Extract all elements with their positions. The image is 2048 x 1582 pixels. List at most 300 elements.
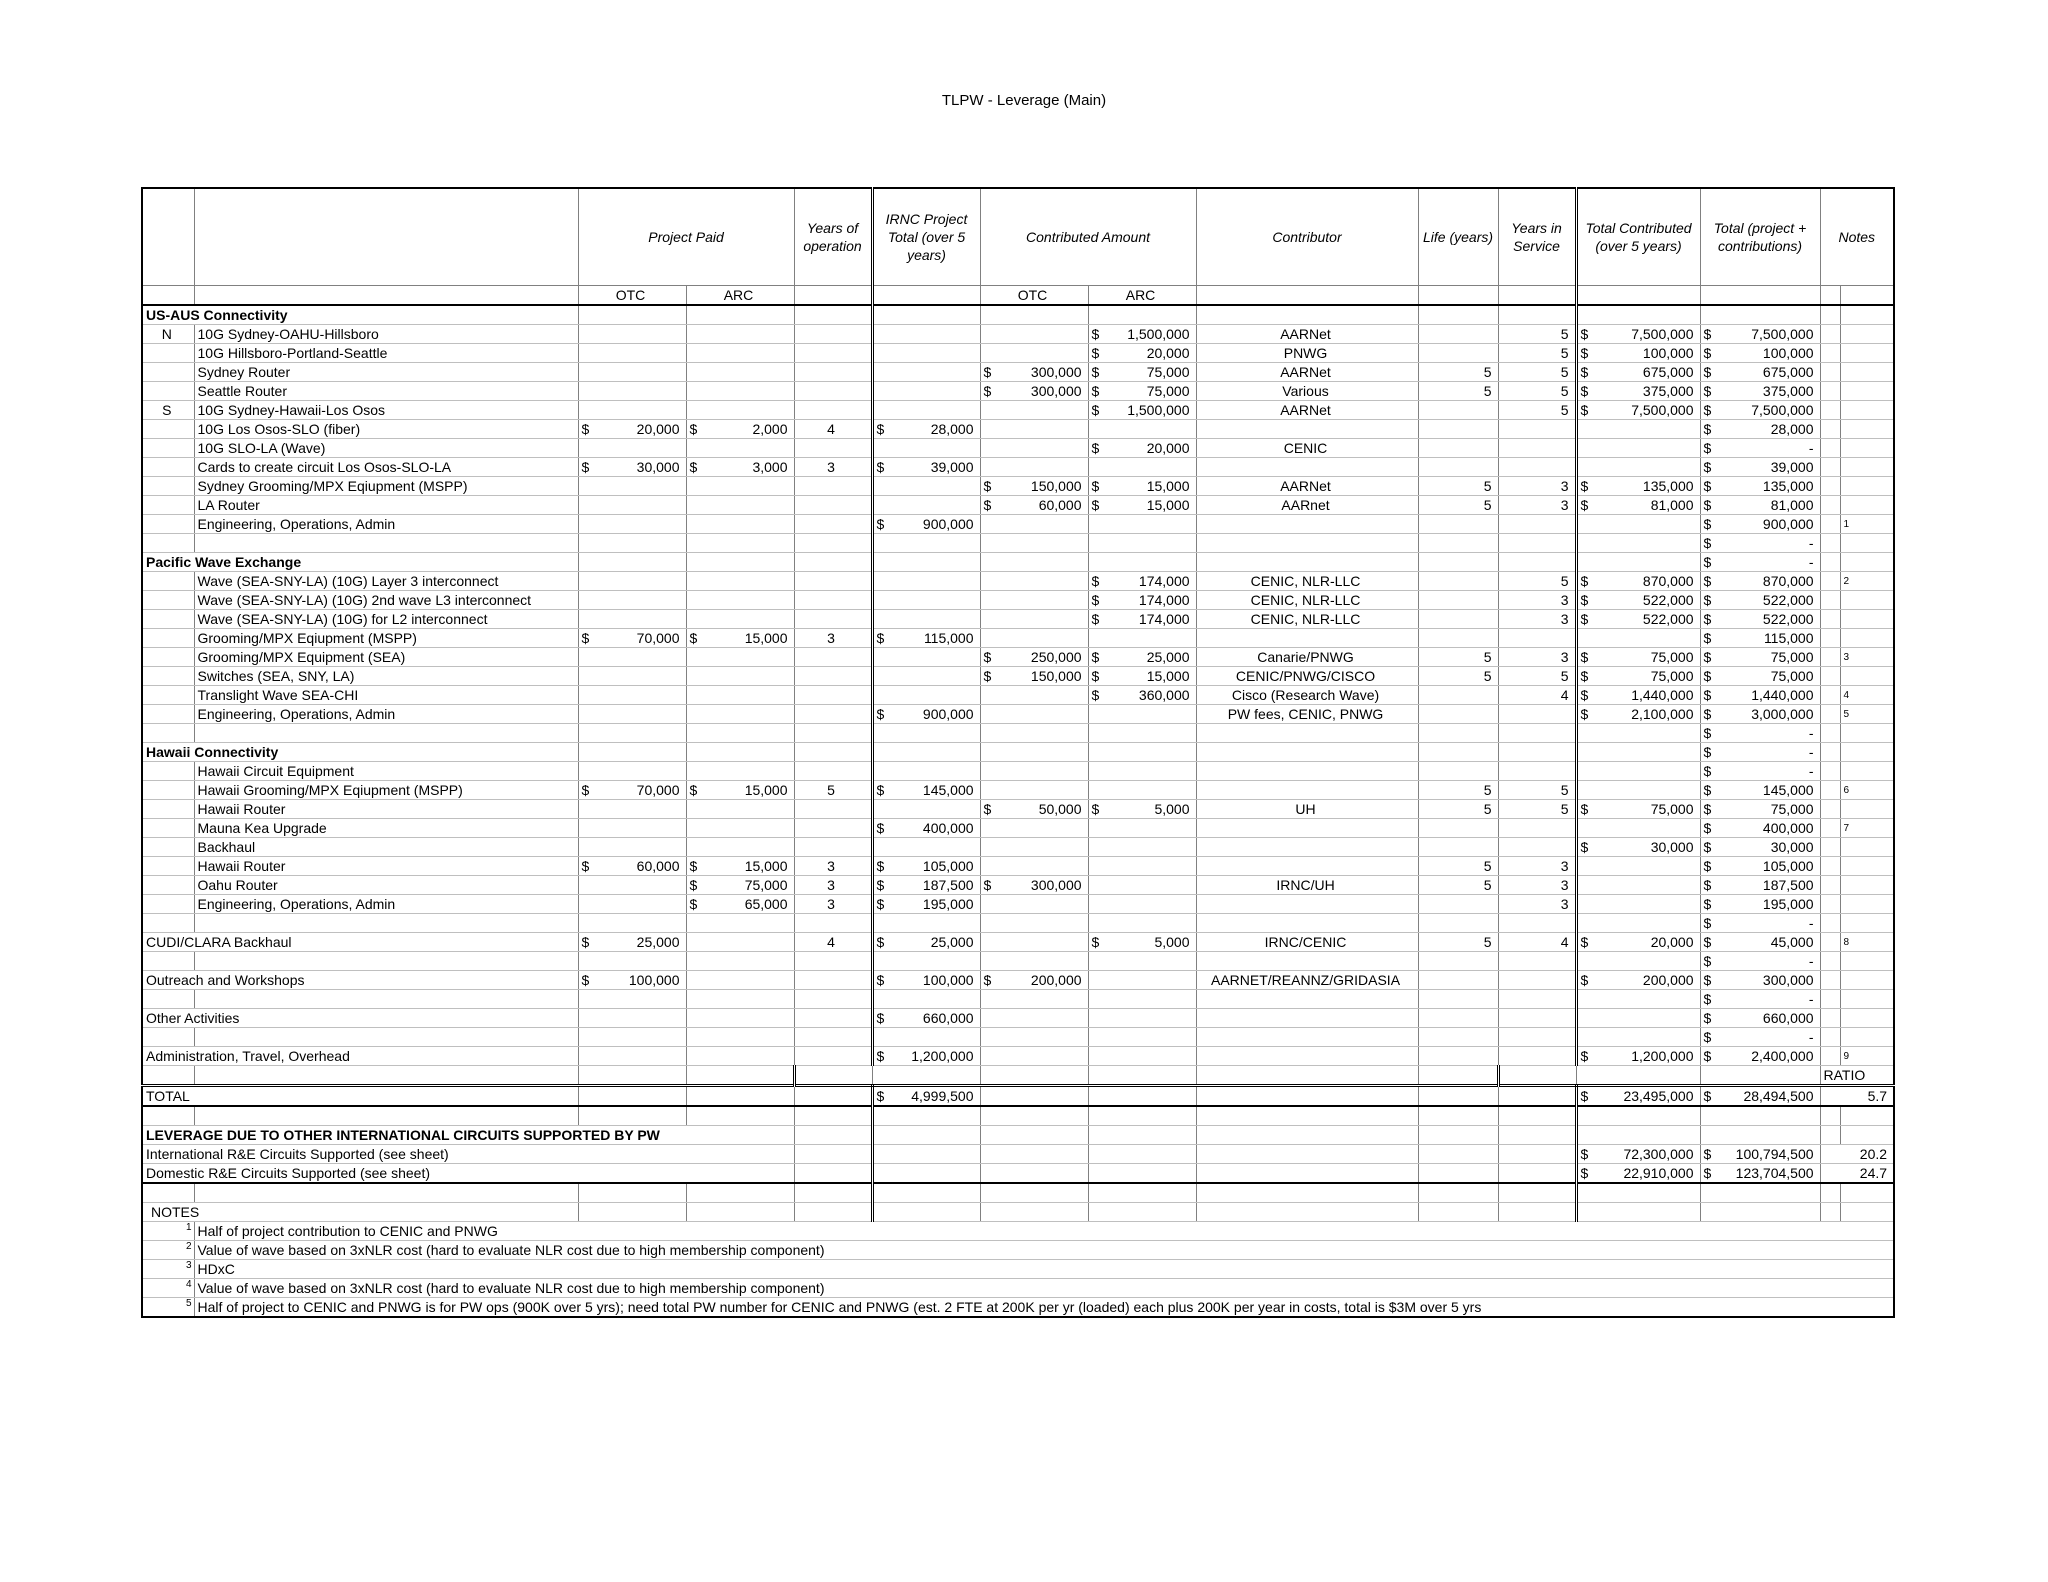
cell-text: 5 (1483, 364, 1492, 380)
amount: 39,000 (930, 459, 974, 475)
irnc-total (872, 477, 980, 496)
amount: 15,000 (1146, 668, 1190, 684)
project-paid-otc (578, 933, 686, 952)
empty-cell (794, 1066, 872, 1086)
amount: 75,000 (1650, 668, 1694, 684)
row-flag (142, 515, 194, 534)
total-contributed (1576, 420, 1700, 439)
page-title: TLPW - Leverage (Main) (941, 92, 1107, 109)
contributed-arc (1088, 762, 1196, 781)
contributed-otc (980, 1009, 1088, 1028)
currency-symbol: $ (1703, 421, 1712, 437)
contributor (1196, 344, 1418, 363)
contributor (1196, 458, 1418, 477)
cell-text: 3 (1560, 649, 1569, 665)
years-of-operation (794, 305, 872, 325)
header-years-operation: Years of operation (794, 188, 872, 286)
total-project (1700, 477, 1820, 496)
currency-symbol: $ (983, 364, 992, 380)
contributor (1196, 876, 1418, 895)
notes (1820, 534, 1840, 553)
currency-symbol: $ (1703, 953, 1712, 969)
irnc-total (872, 572, 980, 591)
notes (1820, 572, 1840, 591)
currency-symbol: $ (876, 877, 885, 893)
total-project (1700, 971, 1820, 990)
contributor (1196, 553, 1418, 572)
amount: 3,000 (752, 459, 788, 475)
notes-label-row (142, 1203, 1894, 1222)
table-row (142, 819, 1894, 838)
years-in-service (1498, 667, 1576, 686)
contributed-arc (1088, 952, 1196, 971)
empty-cell (1196, 1145, 1418, 1164)
leverage-label (142, 1145, 794, 1164)
contributed-arc (1088, 667, 1196, 686)
total-project (1700, 781, 1820, 800)
cell-text: S (162, 402, 172, 418)
notes (1820, 382, 1840, 401)
currency-symbol: $ (1703, 991, 1712, 1007)
empty-cell (1196, 1164, 1418, 1184)
empty-cell (794, 1145, 872, 1164)
life-years (1418, 686, 1498, 705)
currency-symbol: $ (983, 972, 992, 988)
row-label (194, 515, 578, 534)
contributed-arc (1088, 496, 1196, 515)
currency-symbol: $ (876, 1010, 885, 1026)
contributed-otc (980, 971, 1088, 990)
amount: - (1808, 440, 1814, 456)
row-flag (142, 990, 194, 1009)
empty-cell (686, 1086, 794, 1107)
contributor (1196, 838, 1418, 857)
project-paid-otc (578, 344, 686, 363)
contributed-arc (1088, 363, 1196, 382)
years-in-service (1498, 895, 1576, 914)
row-flag (142, 667, 194, 686)
total-contributed (1576, 305, 1700, 325)
notes (1820, 971, 1840, 990)
empty-cell (1700, 1106, 1820, 1126)
life-years (1418, 401, 1498, 420)
project-paid-otc (578, 1009, 686, 1028)
years-of-operation (794, 1028, 872, 1047)
project-paid-otc (578, 781, 686, 800)
empty-cell (142, 1183, 194, 1203)
years-of-operation (794, 401, 872, 420)
life-years (1418, 1047, 1498, 1066)
project-paid-otc (578, 1028, 686, 1047)
contributed-otc (980, 1028, 1088, 1047)
cell-text: 5 (1483, 649, 1492, 665)
empty-cell (194, 1183, 578, 1203)
amount: - (1808, 915, 1814, 931)
row-label (194, 781, 578, 800)
irnc-total (872, 762, 980, 781)
cell-text: 3 (1560, 877, 1569, 893)
currency-symbol: $ (876, 1088, 885, 1104)
note-text (194, 1241, 1894, 1260)
irnc-total (872, 971, 980, 990)
cell-text: Engineering, Operations, Admin (197, 896, 396, 912)
row-flag (142, 800, 194, 819)
amount: 75,000 (1650, 801, 1694, 817)
leverage-row (142, 1164, 1894, 1184)
project-paid-otc (578, 705, 686, 724)
cell-text: 4 (1560, 934, 1569, 950)
cell-text: 5 (827, 782, 835, 798)
life-years (1418, 458, 1498, 477)
leverage-ratio (1820, 1164, 1894, 1184)
currency-symbol: $ (1703, 687, 1712, 703)
currency-symbol: $ (876, 1048, 885, 1064)
row-flag (142, 705, 194, 724)
row-label (194, 477, 578, 496)
total-project (1700, 382, 1820, 401)
contributor (1196, 762, 1418, 781)
row-flag (142, 762, 194, 781)
amount: 70,000 (636, 630, 680, 646)
years-in-service (1498, 838, 1576, 857)
currency-symbol: $ (1703, 592, 1712, 608)
contributor (1196, 686, 1418, 705)
note-ref (1840, 648, 1894, 667)
irnc-total (872, 743, 980, 762)
currency-symbol: $ (1580, 801, 1589, 817)
irnc-total (872, 553, 980, 572)
irnc-total (872, 952, 980, 971)
row-flag (142, 838, 194, 857)
contributor (1196, 971, 1418, 990)
currency-symbol: $ (1580, 326, 1589, 342)
cell-text: Canarie/PNWG (1257, 649, 1354, 665)
currency-symbol: $ (1091, 383, 1100, 399)
empty-cell (980, 1086, 1088, 1107)
life-years (1418, 933, 1498, 952)
currency-symbol: $ (1703, 1048, 1712, 1064)
life-years (1418, 648, 1498, 667)
note-ref (1840, 990, 1894, 1009)
project-paid-arc (686, 648, 794, 667)
empty-cell (1840, 1126, 1894, 1145)
amount: 81,000 (1650, 497, 1694, 513)
project-paid-otc (578, 762, 686, 781)
amount: 300,000 (1762, 972, 1814, 988)
row-label (194, 762, 578, 781)
row-label (142, 933, 578, 952)
row-flag (142, 401, 194, 420)
currency-symbol: $ (876, 421, 885, 437)
cell-text: Administration, Travel, Overhead (146, 1048, 350, 1064)
cell-text: PNWG (1283, 345, 1328, 361)
note-ref (1840, 496, 1894, 515)
years-of-operation (794, 914, 872, 933)
notes (1820, 990, 1840, 1009)
contributed-arc (1088, 591, 1196, 610)
project-paid-otc (578, 743, 686, 762)
life-years (1418, 553, 1498, 572)
cell-text: Half of project to CENIC and PNWG is for PW ops (900K over 5 yrs); need total PW number for CENIC and PNWG (est. 2 FTE at 200K per yr (loaded) each plus 200K per year in costs, total is $3M over 5 yrs (197, 1299, 1482, 1315)
amount: 105,000 (922, 858, 974, 874)
amount: 28,000 (1770, 421, 1814, 437)
row-label (194, 990, 578, 1009)
contributed-otc (980, 1047, 1088, 1066)
currency-symbol: $ (1703, 744, 1712, 760)
years-of-operation (794, 420, 872, 439)
amount: 400,000 (922, 820, 974, 836)
table-row (142, 933, 1894, 952)
contributor (1196, 990, 1418, 1009)
project-paid-arc (686, 800, 794, 819)
amount: 660,000 (1762, 1010, 1814, 1026)
empty-cell (578, 1203, 686, 1222)
life-years (1418, 705, 1498, 724)
project-paid-arc (686, 895, 794, 914)
row-flag (142, 325, 194, 344)
notes (1820, 686, 1840, 705)
note-ref (1840, 762, 1894, 781)
note-number-text: 4 (185, 1279, 192, 1290)
note-ref (1840, 686, 1894, 705)
table-row (142, 496, 1894, 515)
amount: 150,000 (1030, 668, 1082, 684)
table-row (142, 553, 1894, 572)
currency-symbol: $ (689, 896, 698, 912)
years-of-operation (794, 724, 872, 743)
currency-symbol: $ (1580, 934, 1589, 950)
years-of-operation (794, 477, 872, 496)
cell-text: 6 (1843, 785, 1850, 796)
contributed-otc (980, 439, 1088, 458)
years-in-service (1498, 515, 1576, 534)
currency-symbol: $ (1703, 573, 1712, 589)
total-contributed (1576, 743, 1700, 762)
project-paid-otc (578, 1047, 686, 1066)
amount: 65,000 (744, 896, 788, 912)
project-paid-arc (686, 534, 794, 553)
cell-text: 24.7 (1859, 1165, 1888, 1181)
irnc-total (872, 325, 980, 344)
amount: 20,000 (636, 421, 680, 437)
amount: - (1808, 953, 1814, 969)
amount: 522,000 (1762, 592, 1814, 608)
currency-symbol: $ (1580, 1146, 1589, 1162)
notes (1820, 591, 1840, 610)
irnc-total (872, 648, 980, 667)
contributed-arc (1088, 705, 1196, 724)
currency-symbol: $ (1703, 516, 1712, 532)
empty-cell (872, 1203, 980, 1222)
cell-text: 3 (827, 858, 835, 874)
currency-symbol: $ (1091, 497, 1100, 513)
total-project (1700, 439, 1820, 458)
total-project (1700, 572, 1820, 591)
empty-cell (578, 1066, 686, 1086)
row-flag (142, 629, 194, 648)
cell-text: 5 (1560, 383, 1569, 399)
note-number (142, 1260, 194, 1279)
currency-symbol: $ (1580, 1088, 1589, 1104)
total-project (1700, 838, 1820, 857)
currency-symbol: $ (1703, 649, 1712, 665)
table-row (142, 344, 1894, 363)
row-flag (142, 363, 194, 382)
empty-cell (1498, 1145, 1576, 1164)
years-of-operation (794, 515, 872, 534)
note-ref (1840, 724, 1894, 743)
total-contributed (1576, 838, 1700, 857)
contributed-otc (980, 591, 1088, 610)
years-of-operation (794, 572, 872, 591)
total-project (1700, 667, 1820, 686)
contributed-arc (1088, 382, 1196, 401)
currency-symbol: $ (1703, 611, 1712, 627)
cell-text: Wave (SEA-SNY-LA) (10G) 2nd wave L3 interconnect (197, 592, 532, 608)
empty-cell (1820, 1183, 1840, 1203)
total-contributed (1576, 1009, 1700, 1028)
currency-symbol: $ (1703, 1088, 1712, 1104)
amount: 30,000 (636, 459, 680, 475)
irnc-total (872, 458, 980, 477)
notes (1820, 1009, 1840, 1028)
amount: 7,500,000 (1631, 326, 1694, 342)
cell-text: AARNet (1280, 364, 1331, 380)
total-contributed (1576, 933, 1700, 952)
project-paid-arc (686, 382, 794, 401)
contributed-arc (1088, 1028, 1196, 1047)
total-contributed (1576, 477, 1700, 496)
empty-cell (872, 1164, 980, 1184)
cell-text: 5 (1483, 383, 1492, 399)
project-paid-otc (578, 914, 686, 933)
row-label (142, 743, 578, 762)
currency-symbol: $ (1091, 687, 1100, 703)
total-contributed (1576, 895, 1700, 914)
cell-text: Backhaul (197, 839, 256, 855)
irnc-total (872, 534, 980, 553)
contributed-arc (1088, 534, 1196, 553)
notes (1820, 401, 1840, 420)
amount: 50,000 (1038, 801, 1082, 817)
total-contributed (1576, 382, 1700, 401)
notes (1820, 857, 1840, 876)
currency-symbol: $ (876, 630, 885, 646)
note-number-text: 2 (185, 1241, 192, 1252)
amount: 900,000 (922, 706, 974, 722)
table-row (142, 420, 1894, 439)
row-label (194, 705, 578, 724)
cell-text: 5.7 (1867, 1088, 1888, 1104)
amount: - (1808, 744, 1814, 760)
contributed-arc (1088, 344, 1196, 363)
total-project (1700, 496, 1820, 515)
contributor (1196, 1009, 1418, 1028)
cell-text: 5 (1483, 497, 1492, 513)
header-total-project: Total (project + contributions) (1700, 188, 1820, 286)
years-in-service (1498, 458, 1576, 477)
contributed-otc (980, 344, 1088, 363)
contributed-otc (980, 325, 1088, 344)
cell-text: AARnet (1281, 497, 1330, 513)
note-ref (1840, 952, 1894, 971)
cell-text: RATIO (1823, 1067, 1866, 1083)
empty-cell (1196, 1106, 1418, 1126)
amount: 360,000 (1138, 687, 1190, 703)
life-years (1418, 667, 1498, 686)
table-row (142, 914, 1894, 933)
note-number-text: 3 (185, 1260, 192, 1271)
table-row (142, 305, 1894, 325)
cell-text: 3 (827, 877, 835, 893)
currency-symbol: $ (1091, 364, 1100, 380)
empty-cell (794, 1126, 872, 1145)
irnc-total (872, 800, 980, 819)
cell-text: Cards to create circuit Los Osos-SLO-LA (197, 459, 452, 475)
years-in-service (1498, 591, 1576, 610)
ratio-label (1820, 1066, 1894, 1086)
row-label (194, 857, 578, 876)
life-years (1418, 496, 1498, 515)
currency-symbol: $ (1703, 934, 1712, 950)
total-contributed (1576, 610, 1700, 629)
years-in-service (1498, 1028, 1576, 1047)
currency-symbol: $ (1703, 782, 1712, 798)
currency-symbol: $ (1580, 592, 1589, 608)
cell-text: Engineering, Operations, Admin (197, 516, 396, 532)
row-label (194, 800, 578, 819)
project-paid-arc (686, 1028, 794, 1047)
total-contributed (1576, 344, 1700, 363)
note-ref (1840, 591, 1894, 610)
empty-cell (194, 1106, 578, 1126)
currency-symbol: $ (581, 858, 590, 874)
currency-symbol: $ (1703, 877, 1712, 893)
cell-text: 4 (1560, 687, 1569, 703)
row-label (194, 629, 578, 648)
note-row (142, 1298, 1894, 1318)
currency-symbol: $ (1580, 611, 1589, 627)
currency-symbol: $ (1580, 402, 1589, 418)
years-of-operation (794, 344, 872, 363)
empty-cell (578, 1106, 686, 1126)
cell-text: AARNet (1280, 326, 1331, 342)
project-paid-otc (578, 648, 686, 667)
total-project (1700, 952, 1820, 971)
total-project (1700, 762, 1820, 781)
project-paid-otc (578, 990, 686, 1009)
currency-symbol: $ (1091, 649, 1100, 665)
project-paid-otc (578, 952, 686, 971)
note-ref (1840, 857, 1894, 876)
note-row (142, 1279, 1894, 1298)
amount: 1,440,000 (1631, 687, 1694, 703)
empty-cell (1700, 1126, 1820, 1145)
cell-text: N (161, 326, 172, 342)
empty-cell (1576, 1126, 1700, 1145)
notes (1820, 439, 1840, 458)
table-row (142, 857, 1894, 876)
table-row (142, 781, 1894, 800)
amount: 174,000 (1138, 573, 1190, 589)
contributed-otc (980, 933, 1088, 952)
years-of-operation (794, 667, 872, 686)
contributed-arc (1088, 781, 1196, 800)
irnc-total (872, 382, 980, 401)
currency-symbol: $ (581, 459, 590, 475)
row-label (194, 952, 578, 971)
years-in-service (1498, 305, 1576, 325)
